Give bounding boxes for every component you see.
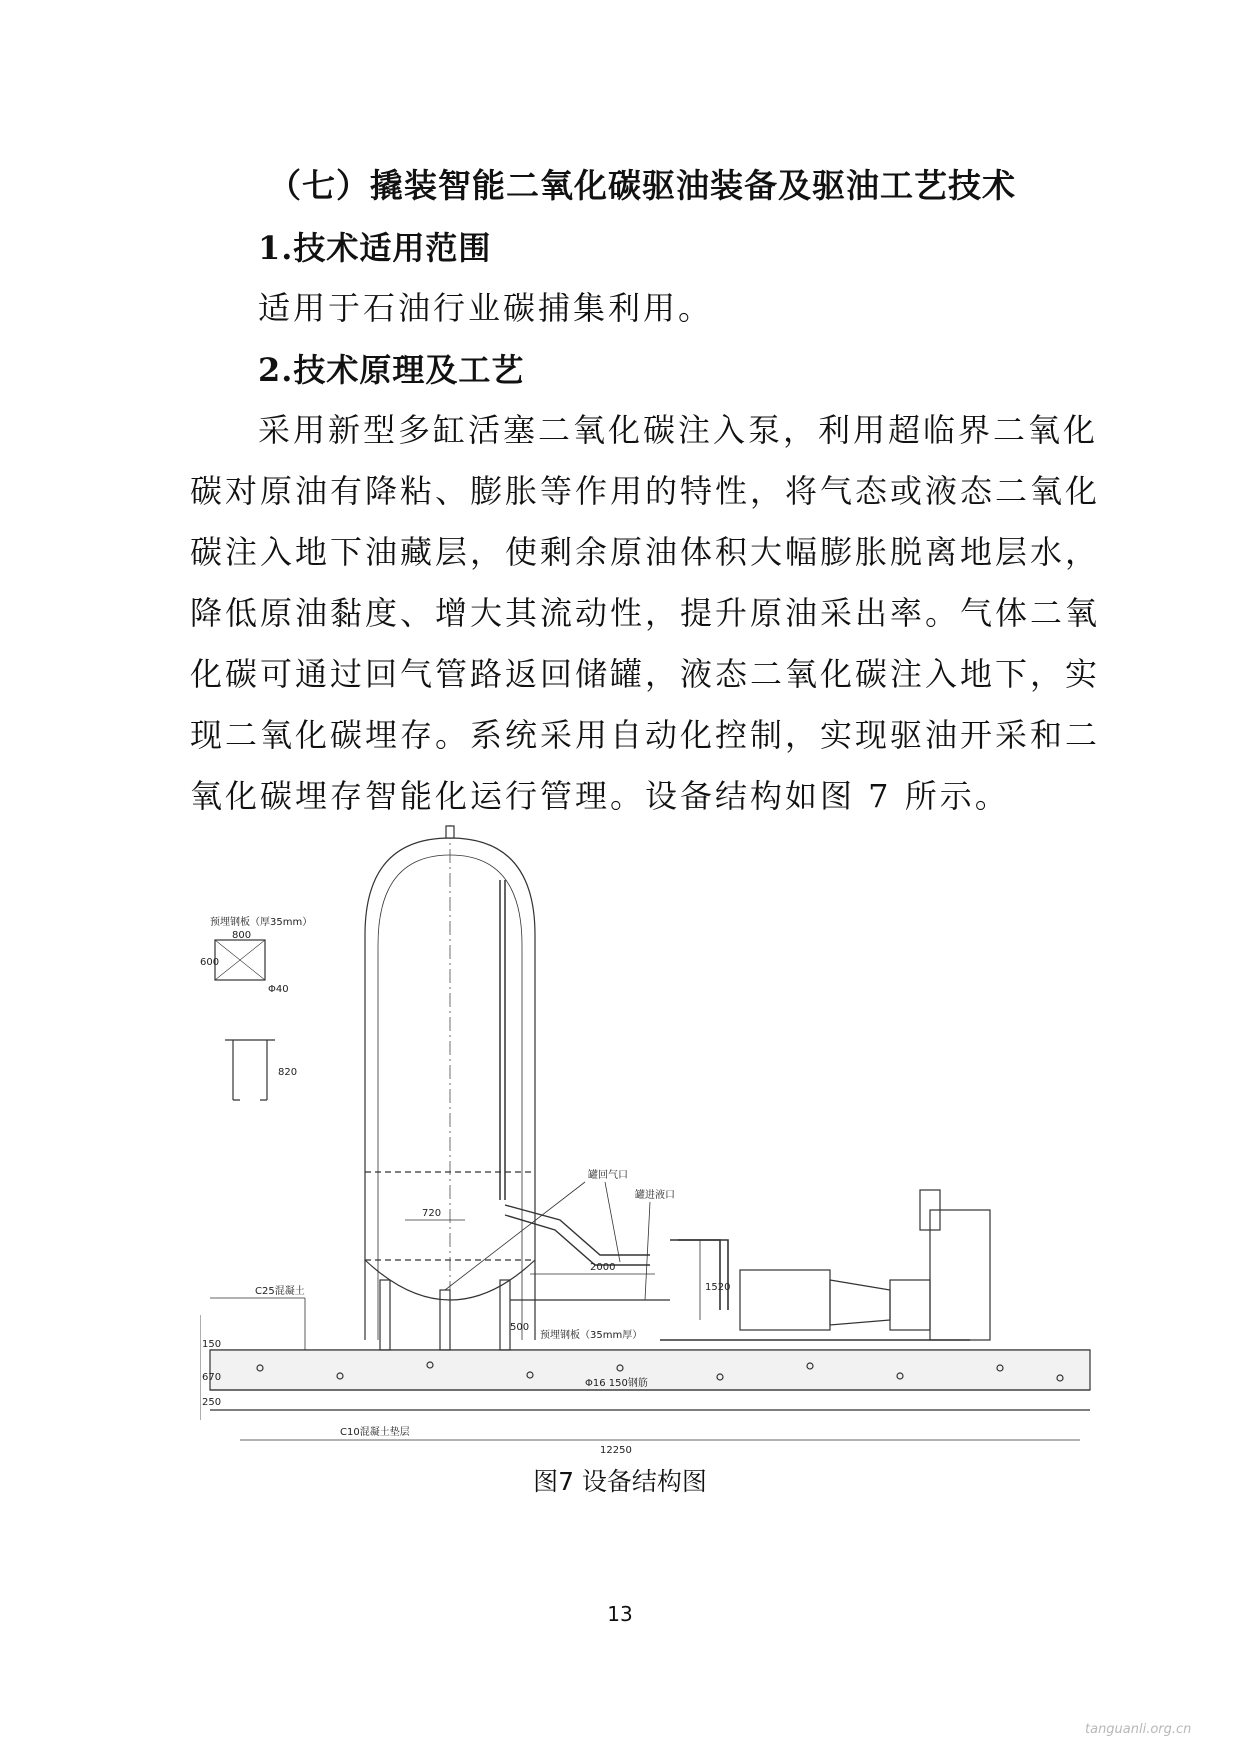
paragraph-line: 采用新型多缸活塞二氧化碳注入泵，利用超临界二氧化 [258,411,1099,449]
label-total-length: 12250 [600,1445,632,1456]
section-title: （七）撬装智能二氧化碳驱油装备及驱油工艺技术 [268,166,1016,205]
paragraph-line: 降低原油黏度、增大其流动性，提升原油采出率。气体二氧 [190,594,1101,632]
figure-caption: 图7 设备结构图 [533,1467,707,1496]
label-dim-2000: 2000 [590,1262,616,1273]
subheading-scope: 1.技术适用范围 [258,229,492,267]
label-dim-150: 150 [202,1339,222,1350]
label-liquid-inlet: 罐进液口 [635,1190,675,1201]
label-dim-500: 500 [510,1322,530,1333]
label-plate-width: 800 [232,930,252,941]
label-plate-hole: Φ40 [268,984,289,995]
label-return-gas: 罐回气口 [588,1170,628,1181]
page-number: 13 [607,1602,633,1626]
watermark: tanguanli.org.cn [1085,1722,1192,1737]
label-rebar: Φ16 150钢筋 [585,1378,648,1389]
label-plate-height: 600 [200,957,220,968]
paragraph-line: 碳注入地下油藏层，使剩余原油体积大幅膨胀脱离地层水， [190,533,1101,571]
paragraph-line: 现二氧化碳埋存。系统采用自动化控制，实现驱油开采和二 [190,716,1101,754]
equipment-drawing [200,820,1100,1470]
foundation-slab [210,1350,1090,1390]
label-anchor-length: 820 [278,1067,298,1078]
paragraph-line: 化碳可通过回气管路返回储罐，液态二氧化碳注入地下，实 [190,655,1101,693]
subheading-principle: 2.技术原理及工艺 [258,351,525,389]
equipment-structure-figure [200,820,1100,1470]
label-dim-720: 720 [422,1208,442,1219]
label-embedded-plate: 预埋钢板（35mm厚） [540,1330,643,1341]
label-dim-670: 670 [202,1372,222,1383]
paragraph-line: 碳对原油有降粘、膨胀等作用的特性，将气态或液态二氧化 [190,472,1101,510]
paragraph-line: 氧化碳埋存智能化运行管理。设备结构如图 7 所示。 [190,777,1010,815]
label-c25: C25混凝土 [255,1286,305,1297]
label-plate-title: 预埋钢板（厚35mm） [210,917,313,928]
pump-body [740,1270,830,1330]
label-dim-1520: 1520 [705,1282,731,1293]
label-dim-250: 250 [202,1397,222,1408]
label-c10: C10混凝土垫层 [340,1427,410,1438]
scope-text: 适用于石油行业碳捕集利用。 [258,289,714,327]
